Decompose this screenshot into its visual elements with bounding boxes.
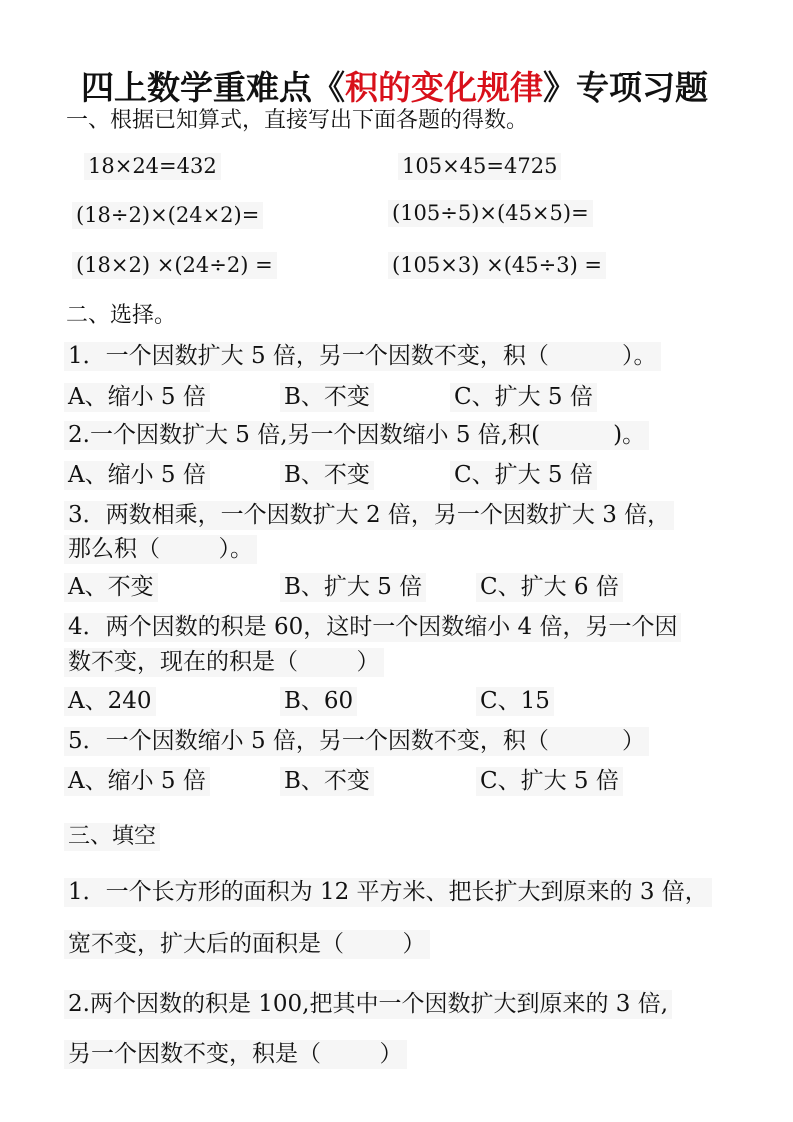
section-2-heading: 二、选择。 — [66, 303, 177, 328]
option-b: B、不变 — [280, 383, 374, 412]
title-prefix: 四上数学重难点《 — [80, 68, 345, 107]
section-1-heading: 一、根据已知算式，直接写出下面各题的得数。 — [66, 108, 529, 133]
option-c: C、15 — [476, 687, 554, 716]
question-1: 1．一个因数扩大 5 倍，另一个因数不变，积（ ）。 — [64, 342, 661, 371]
title-highlight: 积的变化规律 — [344, 68, 543, 107]
equation: (18×2) ×(24÷2) = — [72, 252, 277, 279]
option-a: A、不变 — [64, 573, 158, 602]
question-3: 3．两数相乘，一个因数扩大 2 倍，另一个因数扩大 3 倍， — [64, 501, 674, 530]
option-b: B、60 — [280, 687, 357, 716]
question-4-cont: 数不变，现在的积是（ ） — [64, 648, 384, 677]
page-title — [58, 38, 708, 107]
equation: (18÷2)×(24×2)= — [72, 202, 263, 229]
option-c: C、扩大 5 倍 — [476, 767, 623, 796]
option-c: C、扩大 6 倍 — [476, 573, 623, 602]
fill-question-2: 2.两个因数的积是 100,把其中一个因数扩大到原来的 3 倍, — [64, 990, 672, 1019]
question-5: 5．一个因数缩小 5 倍，另一个因数不变，积（ ） — [64, 727, 649, 756]
fill-question-2-cont: 另一个因数不变，积是（ ） — [64, 1040, 407, 1069]
fill-question-1-cont: 宽不变，扩大后的面积是（ ） — [64, 930, 430, 959]
equation: 105×45=4725 — [398, 153, 561, 180]
option-a: A、240 — [64, 687, 156, 716]
section-3-heading: 三、填空 — [64, 823, 160, 851]
option-b: B、不变 — [280, 767, 374, 796]
fill-question-1: 1．一个长方形的面积为 12 平方米、把长扩大到原来的 3 倍， — [64, 878, 712, 907]
option-b: B、不变 — [280, 461, 374, 490]
option-c: C、扩大 5 倍 — [450, 461, 597, 490]
question-4: 4．两个因数的积是 60，这时一个因数缩小 4 倍，另一个因 — [64, 613, 681, 642]
option-a: A、缩小 5 倍 — [64, 461, 210, 490]
option-a: A、缩小 5 倍 — [64, 767, 210, 796]
option-b: B、扩大 5 倍 — [280, 573, 426, 602]
option-c: C、扩大 5 倍 — [450, 383, 597, 412]
equation: 18×24=432 — [84, 153, 221, 180]
equation: (105÷5)×(45×5)= — [388, 200, 593, 227]
question-3-cont: 那么积（ ）。 — [64, 535, 257, 564]
question-2: 2.一个因数扩大 5 倍,另一个因数缩小 5 倍,积( )。 — [64, 421, 649, 450]
equation: (105×3) ×(45÷3) = — [388, 252, 606, 279]
title-suffix: 》专项习题 — [542, 68, 708, 107]
option-a: A、缩小 5 倍 — [64, 383, 210, 412]
